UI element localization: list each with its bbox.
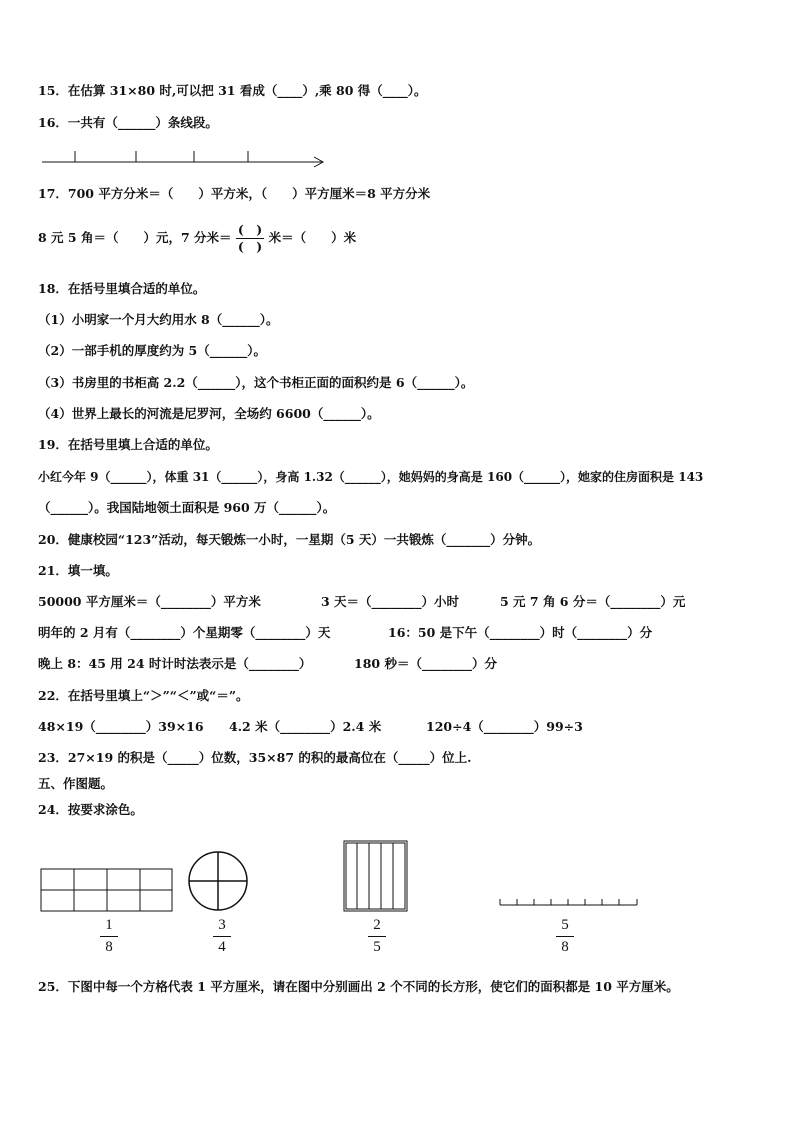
q21-item-b2: 16：50 是下午（________）时（________）分 bbox=[388, 625, 653, 640]
question-19-line-1: 小红今年 9（______），体重 31（______），身高 1.32（______），她妈妈的身高是 160（______），她家的住房面积是 143 bbox=[38, 470, 704, 484]
tick-segment-figure bbox=[500, 899, 637, 905]
question-22: 22．在括号里填上“＞”“＜”或“＝”。 bbox=[38, 688, 249, 703]
question-18-item-3: （3）书房里的书柜高 2.2（______），这个书柜正面的面积约是 6（______）。 bbox=[38, 375, 474, 390]
q22-item-1: 48×19（________）39×16 bbox=[38, 719, 204, 734]
rectangle-grid-figure bbox=[41, 869, 172, 911]
fraction-label-2: 3 4 bbox=[207, 917, 237, 956]
q21-item-a2: 3 天＝（________）小时 bbox=[321, 594, 460, 609]
q21-item-c2: 180 秒＝（________）分 bbox=[354, 656, 497, 671]
question-15: 15．在估算 31×80 时,可以把 31 看成（____）,乘 80 得（____）。 bbox=[38, 83, 427, 98]
fraction-blank: $\frac{( )}{( )}$ bbox=[237, 222, 263, 254]
question-25: 25．下图中每一个方格代表 1 平方厘米，请在图中分别画出 2 个不同的长方形，使它们的面积都是 10 平方厘米。 bbox=[38, 979, 679, 994]
fraction-label-4: 5 8 bbox=[550, 917, 580, 956]
question-17-line-1: 17．700 平方分米＝（ ）平方米，（ ）平方厘米＝8 平方分米 bbox=[38, 186, 431, 201]
q21-item-a1: 50000 平方厘米＝（________）平方米 bbox=[38, 594, 261, 609]
q17-text-before: 8 元 5 角＝（ ）元，7 分米＝ bbox=[38, 230, 232, 245]
question-23: 23．27×19 的积是（_____）位数，35×87 的积的最高位在（_____）位上. bbox=[38, 750, 472, 765]
q22-item-3: 120÷4（________）99÷3 bbox=[426, 719, 583, 734]
fraction-label-3: 2 5 bbox=[362, 917, 392, 956]
question-19: 19．在括号里填上合适的单位。 bbox=[38, 437, 218, 452]
question-19-line-2: （______）。我国陆地领土面积是 960 万（______）。 bbox=[38, 500, 336, 515]
q21-item-a3: 5 元 7 角 6 分＝（________）元 bbox=[500, 594, 686, 609]
question-24: 24．按要求涂色。 bbox=[38, 802, 143, 817]
q21-item-c1: 晚上 8：45 用 24 时计时法表示是（________） bbox=[38, 656, 312, 671]
q21-item-b1: 明年的 2 月有（________）个星期零（________）天 bbox=[38, 625, 331, 640]
fraction-label-1: 1 8 bbox=[94, 917, 124, 956]
question-18-item-1: （1）小明家一个月大约用水 8（______）。 bbox=[38, 312, 279, 327]
question-16: 16．一共有（______）条线段。 bbox=[38, 115, 218, 130]
question-20: 20．健康校园“123”活动，每天锻炼一小时，一星期（5 天）一共锻炼（_______）分钟。 bbox=[38, 532, 541, 547]
striped-rectangle-figure bbox=[344, 841, 407, 911]
question-18: 18．在括号里填合适的单位。 bbox=[38, 281, 206, 296]
question-18-item-4: （4）世界上最长的河流是尼罗河，全场约 6600（______）。 bbox=[38, 406, 380, 421]
circle-quarters-figure bbox=[189, 852, 247, 910]
q17-text-after: 米＝（ ）米 bbox=[268, 230, 357, 245]
q22-item-2: 4.2 米（________）2.4 米 bbox=[229, 719, 382, 734]
question-21: 21．填一填。 bbox=[38, 563, 118, 578]
section-5-heading: 五、作图题。 bbox=[38, 776, 114, 791]
question-18-item-2: （2）一部手机的厚度约为 5（______）。 bbox=[38, 343, 266, 358]
